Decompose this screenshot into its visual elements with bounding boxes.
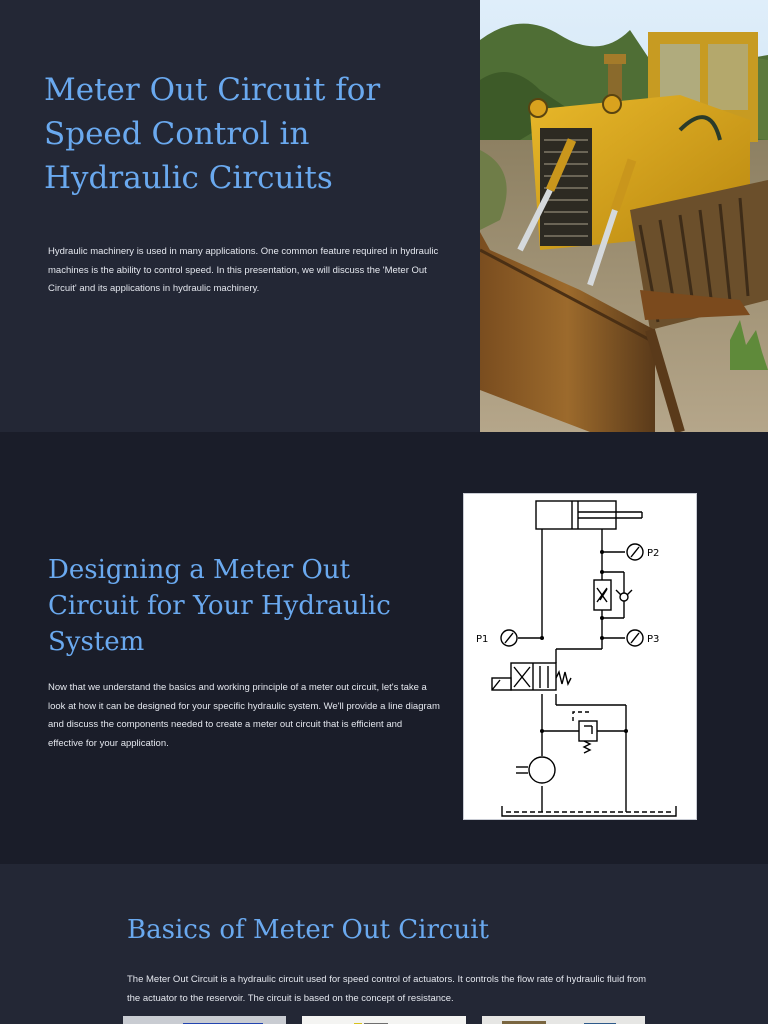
label-p3: P3: [647, 634, 660, 645]
bulldozer-photo: [480, 0, 768, 432]
label-p2: P2: [647, 548, 660, 559]
meter-out-circuit-diagram: [463, 493, 697, 820]
cylinder-icon: [536, 501, 616, 529]
pump-icon: [529, 757, 555, 783]
reservoir-icon: [502, 806, 676, 816]
section-paragraph: Now that we understand the basics and working principle of a meter out circuit, let's take a look at how it can be designed for your specific hydraulic system. We'll provide a line diagram and discuss the components needed to create a meter out circuit that is efficient and effective for your application.: [48, 682, 440, 749]
component-image-1: [123, 1016, 286, 1024]
section-title: Designing a Meter Out Circuit for Your Hydraulic System: [48, 555, 391, 657]
design-slide: [0, 432, 768, 864]
component-image-2: [302, 1016, 466, 1024]
section-paragraph: The Meter Out Circuit is a hydraulic circuit used for speed control of actuators. It controls the flow rate of hydraulic fluid from the actuator to the reservoir. The circuit is based on the concept of resistance.: [127, 974, 647, 1004]
label-p1: P1: [476, 634, 489, 645]
relief-valve-icon: [579, 721, 597, 741]
slide-title: Meter Out Circuit for Speed Control in Hydraulic Circuits: [44, 72, 381, 196]
component-image-3: [482, 1016, 645, 1024]
basics-slide: [0, 864, 768, 1024]
title-slide: [0, 0, 768, 432]
section-title: Basics of Meter Out Circuit: [127, 915, 489, 945]
intro-paragraph: Hydraulic machinery is used in many applications. One common feature required in hydraulic machines is the ability to control speed. In this presentation, we will discuss the 'Meter Out Circuit' and its applications in hydraulic machinery.: [48, 246, 439, 294]
